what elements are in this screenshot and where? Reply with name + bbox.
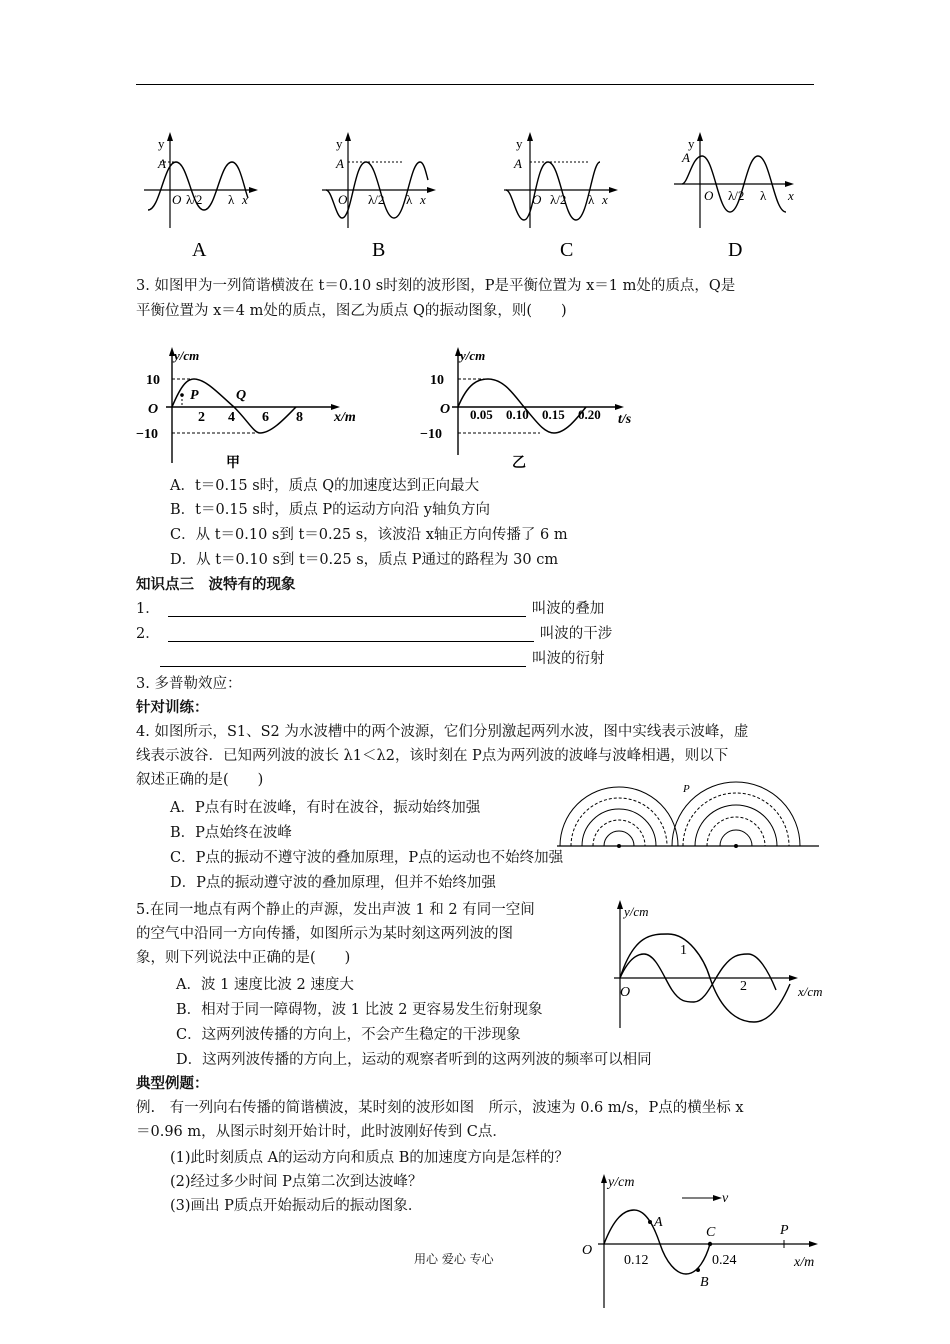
q4-option-d: D．P点的振动遵守波的叠加原理，但并不始终加强: [170, 875, 496, 891]
page-footer: 用心 爱心 专心: [414, 1252, 494, 1266]
origin: O: [582, 1243, 593, 1258]
half-lambda-label: λ/2: [368, 192, 385, 207]
blank-line-3: [152, 649, 605, 669]
a-label: A: [654, 1215, 663, 1230]
q-label: Q: [236, 388, 247, 403]
q3-option-d: D．从 t＝0.10 s到 t＝0.25 s，质点 P通过的路程为 30 cm: [170, 552, 559, 568]
q3-option-a: A．t＝0.15 s时，质点 Q的加速度达到正向最大: [170, 478, 480, 494]
y-top: 10: [430, 373, 444, 388]
wave-options-figure: [130, 128, 820, 268]
amp-label: A: [682, 150, 690, 165]
q5-option-d: D．这两列波传播的方向上，运动的观察者听到的这两列波的频率可以相同: [176, 1052, 652, 1068]
amp-label: A: [514, 156, 522, 171]
blank-line-2: [136, 624, 612, 644]
origin-label: O: [172, 192, 182, 207]
example-sub-1: (1)此时刻质点 A的运动方向和质点 B的加速度方向是怎样的？: [170, 1150, 569, 1166]
example-sub-3: (3)画出 P质点开始振动后的振动图象．: [170, 1198, 423, 1214]
lambda-label: λ: [760, 188, 767, 203]
xlabel: t/s: [618, 412, 632, 427]
option-a-graph: [144, 132, 258, 261]
tick-005: 0.05: [470, 407, 493, 422]
example-line2: ＝0.96 m，从图示时刻开始计时，此时波刚好传到 C点．: [136, 1124, 507, 1140]
q4-line3: 叙述正确的是( ): [136, 772, 264, 788]
item-tail: 叫波的衍射: [532, 651, 605, 667]
xlabel: x/m: [794, 1255, 815, 1270]
option-c-label: C: [560, 239, 574, 261]
tick-012: 0.12: [624, 1253, 649, 1268]
item-num: 1．: [136, 601, 160, 617]
option-c-graph: [504, 132, 618, 261]
answer-blank[interactable]: [168, 627, 534, 642]
lambda-label: λ: [406, 192, 413, 207]
origin: O: [620, 985, 631, 1000]
graph-yi: [420, 347, 632, 471]
q4-option-a: A．P点有时在波峰，有时在波谷，振动始终加强: [170, 800, 481, 816]
lambda-label: λ: [588, 192, 595, 207]
section3-title: 知识点三 波特有的现象: [136, 576, 296, 593]
tick-2: 2: [198, 410, 205, 425]
graph-jia: [136, 347, 356, 471]
y-label: y: [688, 136, 695, 151]
example-title: 典型例题：: [136, 1075, 209, 1092]
q3-stem-line2: 平衡位置为 x＝4 m处的质点，图乙为质点 Q的振动图象，则( ): [136, 303, 567, 319]
wave-1-label: 1: [680, 943, 687, 958]
item-tail: 叫波的干涉: [539, 626, 613, 642]
y-bottom: −10: [420, 427, 442, 442]
origin-label: O: [338, 192, 348, 207]
option-d-label: D: [728, 239, 743, 261]
y-label: y: [336, 136, 343, 151]
half-lambda-label: λ/2: [550, 192, 567, 207]
option-b-graph: [322, 132, 436, 261]
q4-option-c: C．P点的振动不遵守波的叠加原理，P点的运动也不始终加强: [170, 850, 564, 866]
p-label: P: [780, 1223, 789, 1238]
y-top: 10: [146, 373, 160, 388]
tick-010: 0.10: [506, 407, 529, 422]
ylabel: y/cm: [608, 1175, 635, 1190]
y-label: y: [516, 136, 523, 151]
xlabel: x/cm: [798, 984, 823, 999]
example-sub-2: (2)经过多少时间 P点第二次到达波峰？: [170, 1174, 423, 1190]
wave-2-label: 2: [740, 979, 747, 994]
half-lambda-label: λ/2: [728, 188, 745, 203]
tick-8: 8: [296, 410, 303, 425]
interference-figure: [555, 780, 823, 852]
q4-line1: 4. 如图所示，S1、S2 为水波槽中的两个波源，它们分别激起两列水波，图中实线表示波峰，虚: [136, 724, 749, 740]
x-label: x: [602, 192, 608, 207]
ylabel: y/cm: [174, 348, 200, 363]
answer-blank[interactable]: [168, 602, 526, 617]
x-label: x: [242, 192, 248, 207]
amp-label: A: [336, 156, 344, 171]
q5-option-b: B．相对于同一障碍物，波 1 比波 2 更容易发生衍射现象: [176, 1002, 543, 1018]
q3-option-c: C．从 t＝0.10 s到 t＝0.25 s，该波沿 x轴正方向传播了 6 m: [170, 527, 568, 543]
origin-label: O: [704, 188, 714, 203]
q5-option-c: C．这两列波传播的方向上，不会产生稳定的干涉现象: [176, 1027, 521, 1043]
q5-line1: 5.在同一地点有两个静止的声源，发出声波 1 和 2 有同一空间: [136, 902, 535, 918]
q3-stem-line1: 3. 如图甲为一列简谐横波在 t＝0.10 s时刻的波形图，P是平衡位置为 x＝1 m处的质点，Q是: [136, 278, 736, 294]
q5-option-a: A．波 1 速度比波 2 速度大: [176, 977, 354, 993]
caption: 乙: [512, 456, 526, 471]
amp-label: A: [158, 156, 166, 171]
tick-6: 6: [262, 410, 269, 425]
p-label: P: [190, 388, 199, 403]
origin: O: [148, 402, 159, 417]
q3-option-b: B．t＝0.15 s时，质点 P的运动方向沿 y轴负方向: [170, 502, 490, 518]
option-d-graph: [674, 132, 794, 261]
two-waves-figure: [608, 898, 832, 1038]
example-line1: 例. 有一列向右传播的简谐横波，某时刻的波形如图 所示，波速为 0.6 m/s，P点的横坐标 x: [136, 1100, 744, 1116]
header-rule: [136, 84, 814, 85]
blank-line-1: [136, 599, 604, 619]
q4-option-b: B．P点始终在波峰: [170, 825, 292, 841]
b-label: B: [700, 1275, 709, 1290]
ylabel: y/cm: [624, 904, 649, 919]
x-label: x: [788, 188, 794, 203]
p-label: P: [683, 783, 690, 795]
q4-line2: 线表示波谷．已知两列波的波长 λ1＜λ2，该时刻在 P点为两列波的波峰与波峰相遇，则以下: [136, 748, 729, 764]
half-lambda-label: λ/2: [186, 192, 203, 207]
xlabel: x/m: [334, 410, 356, 425]
q5-line2: 的空气中沿同一方向传播，如图所示为某时刻这两列波的图: [136, 926, 513, 942]
tick-015: 0.15: [542, 407, 565, 422]
item-tail: 叫波的叠加: [531, 601, 605, 617]
ylabel: y/cm: [460, 348, 486, 363]
q5-line3: 象，则下列说法中正确的是( ): [136, 950, 351, 966]
lambda-label: λ: [228, 192, 235, 207]
option-a-label: A: [192, 239, 207, 261]
example-figure: [578, 1170, 838, 1310]
caption: 甲: [226, 456, 240, 471]
q3-graphs: [136, 345, 656, 475]
answer-blank[interactable]: [160, 652, 526, 667]
origin: O: [440, 402, 451, 417]
c-label: C: [706, 1225, 716, 1240]
tick-4: 4: [228, 410, 235, 425]
tick-020: 0.20: [578, 407, 601, 422]
y-label: y: [158, 136, 165, 151]
training-title: 针对训练：: [136, 699, 209, 716]
option-b-label: B: [372, 239, 386, 261]
origin-label: O: [532, 192, 542, 207]
y-bottom: −10: [136, 427, 158, 442]
x-label: x: [420, 192, 426, 207]
tick-024: 0.24: [712, 1253, 737, 1268]
velocity-label: v: [722, 1191, 729, 1206]
item-num: 2．: [136, 626, 160, 642]
doppler-item: 3. 多普勒效应：: [136, 676, 242, 692]
